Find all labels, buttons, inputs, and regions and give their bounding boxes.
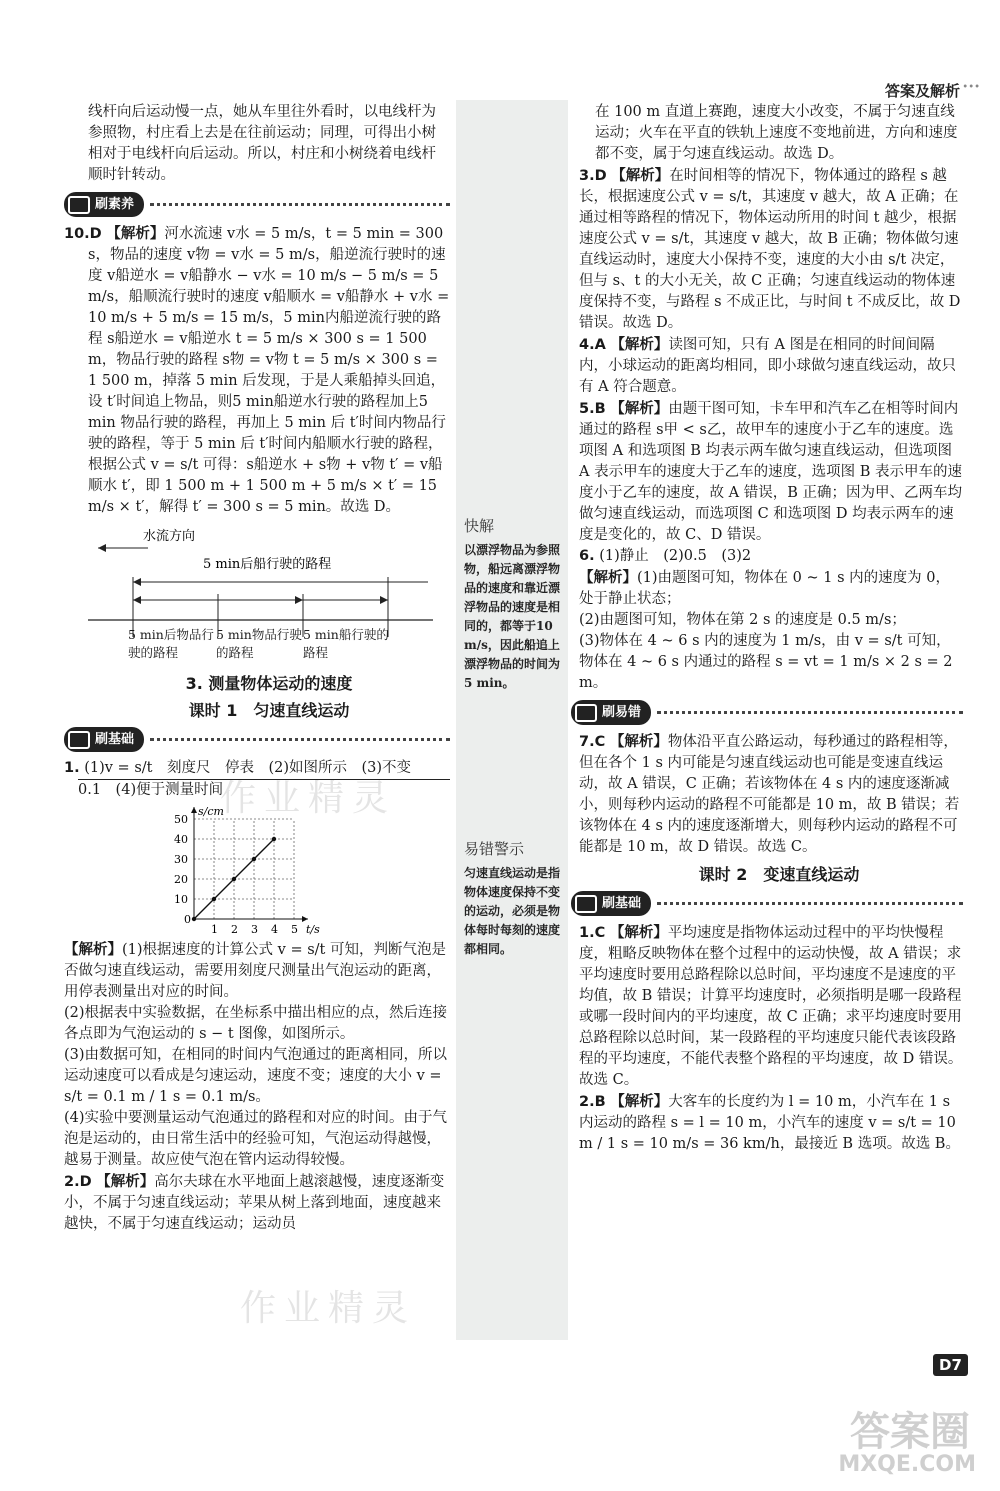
dotted-divider bbox=[150, 738, 450, 741]
site-watermark-logo: 答案圈 bbox=[850, 1409, 970, 1455]
x-tick-label: 3 bbox=[251, 923, 258, 936]
x-tick-label: 4 bbox=[271, 923, 278, 936]
analysis-text: (1)由题图可知，物体在 0 ~ 1 s 内的速度为 0，处于静止状态； bbox=[579, 570, 950, 607]
analysis-tag: 【解析】 bbox=[64, 941, 122, 958]
analysis-text: 在时间相等的情况下，物体通过的路程 s 越长，根据速度公式 v = s/t，其速度 v 越大，故 A 正确；在通过相等路程的情况下，物体运动所用的时间 t 越少，根据速度公式 v = s/t，其速度 v 越大，故 B 正确；物体做匀速直线运动时，速度大小保持不变，速度的大小由 s/t 决定，但与 s、t 的大小无关，故 C 正确；匀速直线运动的物体速度保持不变，与路程 s 不成正比，与时间 t 不成反比，故 D 错误。故选 D。 bbox=[579, 168, 961, 331]
flow-direction-label: 水流方向 bbox=[143, 529, 196, 544]
header-title: 答案及解析 bbox=[884, 82, 960, 100]
right-column bbox=[579, 102, 963, 1155]
segment-label: 5 min后物品行驶的路程 bbox=[128, 627, 214, 660]
analysis-tag: 【解析】 bbox=[610, 1093, 669, 1110]
question-1 bbox=[64, 758, 450, 779]
x-axis-label: t/s bbox=[306, 923, 320, 936]
side-notes bbox=[456, 100, 568, 1340]
data-point bbox=[192, 917, 196, 921]
st-graph bbox=[168, 801, 318, 939]
lesson-title: 课时 2 变速直线运动 bbox=[698, 865, 860, 884]
analysis-text: 由题干图可知，卡车甲和汽车乙在相等时间内通过的路程 s甲 < s乙，故甲车的速度小于乙车的速度。选项图 A 和选项图 B 均表示两车做匀速直线运动，但选项图 A 表示甲车的速度大于乙车的速度，选项图 B 表示甲车的速度小于乙车的速度，故 A 错误，B 正确；因为甲、乙两车均做匀速直线运动，而选项图 C 和选项图 D 均表示两车的速度是变化的，故 C、D 错误。 bbox=[579, 401, 962, 543]
kuaijie-heading: 快解 bbox=[464, 517, 495, 535]
analysis-tag: 【解析】 bbox=[611, 167, 670, 184]
site-watermark-url: MXQE.COM bbox=[838, 1452, 976, 1477]
analysis-tag: 【解析】 bbox=[579, 569, 637, 586]
x-axis-arrow bbox=[302, 916, 308, 922]
section-bar bbox=[64, 192, 450, 217]
analysis-text: 河水流速 v水 = 5 m/s，t = 5 min = 300 s，物品的速度 v物 = v水 = 5 m/s，船逆流行驶时的速度 v船逆水 = v船静水 − v水 = 10 m/s − 5 m/s = 5 m/s，船顺流行驶时的速度 v船顺水 = v船静水 + v水 = 10 m/s + 5 m/s = 15 m/s，5 min内船逆流行驶的路程 s船逆水 = v船逆水 t = 5 m/s × 300 s = 1 500 m，物品行驶的路程 s物 = v物 t = 5 m/s × 300 s = 1 500 m，掉落 5 min 后发现，于是人乘船掉头回追，设 t′时间追上物品，则5 min船逆水行驶的路程加上5 min 物品行驶的路程，再加上 5 min 后 t′时间内物品行驶的路程，等于 5 min 后 t′时间内船顺水行驶的路程，根据公式 v = s/t 可得：s船逆水 + s物 + v物 t′ = v船顺水 t′，即 1 500 m + 1 500 m + 5 m/s × t′ = 15 m/s × t′，解得 t′ = 300 s = 5 min。故选 D。 bbox=[88, 226, 450, 515]
book-icon bbox=[68, 731, 90, 749]
analysis-text: 大客车的长度约为 l = 10 m，小汽车在 1 s 内运动的路程 s = l = 10 m，小汽车的速度 v = s/t = 10 m / 1 s = 10 m/s = 36 km/h，最接近 B 选项。故选 B。 bbox=[579, 1094, 960, 1152]
book-icon bbox=[575, 704, 597, 722]
analysis-text: (2)根据表中实验数据，在坐标系中描出相应的点，然后连接各点即为气泡运动的 s − t 图像，如图所示。 bbox=[64, 1005, 448, 1042]
section-label: 刷素养 bbox=[95, 197, 135, 212]
lesson-title: 课时 1 匀速直线运动 bbox=[188, 701, 350, 720]
dotted-divider bbox=[657, 902, 963, 905]
section-badge bbox=[64, 727, 144, 752]
left-column bbox=[64, 102, 450, 1235]
section-bar bbox=[571, 891, 963, 916]
page-number: D7 bbox=[933, 1354, 968, 1376]
question-number: 1.C bbox=[579, 925, 606, 941]
x-tick-label: 1 bbox=[211, 923, 218, 936]
analysis-tag: 【解析】 bbox=[609, 924, 668, 941]
book-icon bbox=[68, 196, 90, 214]
analysis-tag: 【解析】 bbox=[106, 225, 165, 242]
yicuo-body: 匀速直线运动是指物体速度保持不变的运动，必须是物体每时每刻的速度都相同。 bbox=[464, 866, 561, 956]
book-icon bbox=[575, 895, 597, 913]
analysis-block bbox=[64, 939, 450, 1003]
analysis-text: 高尔夫球在水平地面上越滚越慢，速度逐渐变小，不属于匀速直线运动；苹果从树上落到地面，速度越来越快，不属于匀速直线运动；运动员 bbox=[64, 1174, 445, 1232]
y-tick-label: 10 bbox=[174, 893, 188, 906]
answer-text: (1)静止 (2)0.5 (3)2 bbox=[599, 548, 752, 564]
analysis-text: (2)由题图可知，物体在第 2 s 的速度是 0.5 m/s； bbox=[579, 612, 906, 628]
question-number: 2.D bbox=[64, 1174, 92, 1190]
x-tick-label: 5 bbox=[291, 923, 298, 936]
analysis-text: 平均速度是指物体运动过程中的平均快慢程度，粗略反映物体在整个过程中的运动快慢，故 A 错误；求平均速度时要用总路程除以总时间，平均速度不是速度的平均值，故 B 错误；计算平均速度时，必须指明是哪一段路程或哪一段时间内的平均速度，故 C 正确；求平均速度时要用总路程除以总时间，某一段路程的平均速度只能代表该段路程的平均速度，不能代表整个路程的平均速度，故 D 错误。故选 C。 bbox=[579, 925, 963, 1088]
analysis-text: (1)根据速度的计算公式 v = s/t 可知，判断气泡是否做匀速直线运动，需要用刻度尺测量出气泡运动的距离，用停表测量出对应的时间。 bbox=[64, 942, 446, 1000]
question-5 bbox=[579, 398, 963, 546]
question-number: 4.A bbox=[579, 337, 606, 353]
section-badge bbox=[571, 700, 651, 725]
analysis-tag: 【解析】 bbox=[610, 336, 669, 353]
question-number: 6. bbox=[579, 548, 595, 564]
section-badge bbox=[64, 192, 144, 217]
section-label: 刷易错 bbox=[602, 705, 642, 720]
question-4 bbox=[579, 334, 963, 398]
y-tick-label: 20 bbox=[174, 873, 188, 886]
question-10 bbox=[64, 223, 450, 518]
question-2 bbox=[64, 1171, 450, 1235]
segment-label: 5 min物品行驶的路程 bbox=[216, 627, 302, 660]
header-dots: ••• bbox=[962, 82, 980, 93]
question-number: 2.B bbox=[579, 1094, 606, 1110]
question-number: 7.C bbox=[579, 734, 606, 750]
yicuo-heading: 易错警示 bbox=[464, 840, 525, 858]
y-axis-arrow bbox=[191, 807, 197, 813]
question-3 bbox=[579, 165, 963, 334]
segment-label: 5 min船行驶的路程 bbox=[303, 627, 389, 660]
question-number: 5.B bbox=[579, 401, 606, 417]
y-tick-label: 40 bbox=[174, 833, 188, 846]
river-diagram bbox=[88, 522, 438, 667]
section-label: 刷基础 bbox=[602, 896, 642, 911]
y-axis-label: s/cm bbox=[198, 805, 224, 818]
data-point bbox=[232, 877, 236, 881]
ghost-watermark: 作业精灵 bbox=[220, 778, 397, 819]
boat-path-label: 5 min后船行驶的路程 bbox=[203, 557, 332, 572]
kuaijie-body: 以漂浮物品为参照物，船远离漂浮物品的速度和靠近漂浮物品的速度是相同的，都等于10 m/s，因此船追上漂浮物品的时间为5 min。 bbox=[464, 543, 561, 690]
data-point bbox=[252, 857, 256, 861]
analysis-text: 读图可知，只有 A 图是在相同的时间间隔内，小球运动的距离均相同，即小球做匀速直线运动，故只有 A 符合题意。 bbox=[579, 337, 956, 395]
ghost-watermark: 作业精灵 bbox=[240, 1288, 417, 1329]
question-number: 3.D bbox=[579, 168, 607, 184]
analysis-tag: 【解析】 bbox=[609, 733, 668, 750]
answer-line: 0.1 (4)便于测量时间 bbox=[78, 779, 450, 801]
question-r2 bbox=[579, 1091, 963, 1155]
data-point bbox=[272, 837, 276, 841]
dotted-divider bbox=[150, 203, 450, 206]
question-r1 bbox=[579, 922, 963, 1091]
question-6 bbox=[579, 546, 963, 567]
answer-text: (1)v = s/t 刻度尺 停表 (2)如图所示 (3)不变 bbox=[84, 760, 412, 776]
question-number: 10.D bbox=[64, 226, 102, 242]
question-number: 1. bbox=[64, 760, 80, 776]
question-7 bbox=[579, 731, 963, 858]
analysis-tag: 【解析】 bbox=[610, 400, 669, 417]
data-point bbox=[212, 897, 216, 901]
y-tick-label: 50 bbox=[174, 813, 188, 826]
dotted-divider bbox=[657, 711, 963, 714]
analysis-text: (3)由数据可知，在相同的时间内气泡通过的距离相同，所以运动速度可以看成是匀速运动，速度不变；速度的大小 v = s/t = 0.1 m / 1 s = 0.1 m/s。 bbox=[64, 1047, 448, 1105]
section-bar bbox=[571, 700, 963, 725]
analysis-text: (3)物体在 4 ~ 6 s 内的速度为 1 m/s，由 v = s/t 可知，物体在 4 ~ 6 s 内通过的路程 s = vt = 1 m/s × 2 s = 2 m。 bbox=[579, 633, 953, 691]
y-tick-label: 30 bbox=[174, 853, 188, 866]
analysis-tag: 【解析】 bbox=[96, 1173, 155, 1190]
analysis-text: 物体沿平直公路运动，每秒通过的路程相等，但在各个 1 s 内可能是匀速直线运动也可能是变速直线运动，故 A 错误，C 正确；若该物体在 4 s 内的速度逐渐减小，则每秒内运动的路程不可能都是 10 m，故 B 错误；若该物体在 4 s 内的速度逐渐增大，则每秒内运动的路程不可能都是 10 m，故 D 错误。故选 C。 bbox=[579, 734, 960, 855]
x-tick-label: 2 bbox=[231, 923, 238, 936]
section-bar bbox=[64, 727, 450, 752]
chapter-title: 3. 测量物体运动的速度 bbox=[185, 674, 353, 693]
section-badge bbox=[571, 891, 651, 916]
intro-text: 在 100 m 直道上赛跑，速度大小改变，不属于匀速直线运动；火车在平直的铁轨上速度不变地前进，方向和速度都不变，属于匀速直线运动。故选 D。 bbox=[595, 104, 958, 162]
origin-label: 0 bbox=[184, 913, 191, 926]
section-label: 刷基础 bbox=[95, 732, 135, 747]
analysis-text: (4)实验中要测量运动气泡通过的路程和对应的时间。由于气泡是运动的，由日常生活中的经验可知，气泡运动得越慢，越易于测量。故应使气泡在管内运动得较慢。 bbox=[64, 1110, 448, 1168]
intro-text: 线杆向后运动慢一点，她从车里往外看时，以电线杆为参照物，村庄看上去是在往前运动；同理，可得出小树相对于电线杆向后运动。所以，村庄和小树绕着电线杆顺时针转动。 bbox=[88, 104, 436, 183]
analysis-block bbox=[579, 567, 963, 610]
